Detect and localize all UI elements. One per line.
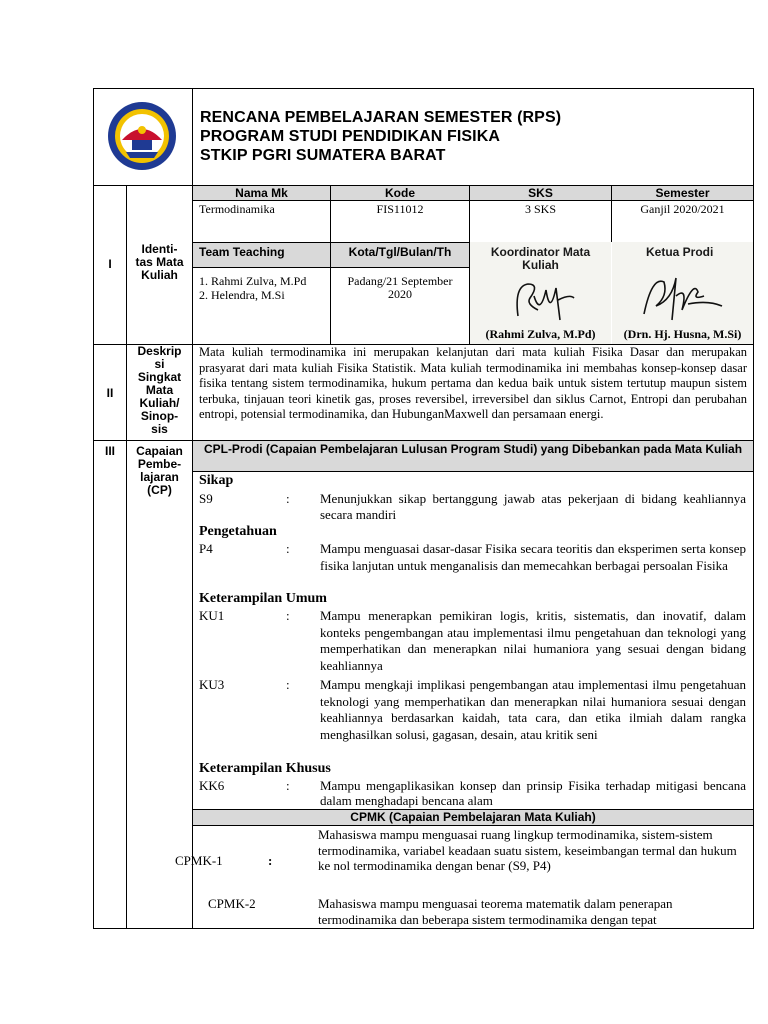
cpmk-code-1: CPMK-1 bbox=[175, 853, 223, 868]
col-header-nama-mk: Nama Mk bbox=[235, 186, 288, 200]
sec2-label: Deskrip si Singkat Mata Kuliah/ Sinop- sis bbox=[137, 344, 182, 436]
cpl-code-ku3: KU3 bbox=[199, 677, 225, 692]
value-sks: 3 SKS bbox=[524, 202, 556, 216]
col-header-kode: Kode bbox=[385, 186, 415, 200]
cpmk-text-2: Mahasiswa mampu menguasai teorema matematik dalam penerapan termodinamika dan beberapa sistem termodinamika dengan tepat bbox=[318, 896, 673, 927]
sec1-number: I bbox=[108, 257, 112, 271]
doc-title-stkip: STKIP PGRI SUMATERA BARAT bbox=[200, 147, 446, 164]
cpl-header-line bbox=[193, 471, 753, 472]
cpmk-header: CPMK (Capaian Pembelajaran Mata Kuliah) bbox=[350, 810, 596, 824]
team-teaching-header: Team Teaching bbox=[199, 245, 285, 259]
cpl-colon-kk6: : bbox=[286, 778, 290, 793]
cpl-colon-ku3: : bbox=[286, 677, 290, 692]
value-semester: Ganjil 2020/2021 bbox=[640, 202, 725, 216]
sec1-line-a bbox=[193, 200, 753, 201]
border-num-col bbox=[126, 185, 127, 929]
border-logo-col bbox=[192, 88, 193, 929]
cpl-colon-s9: : bbox=[286, 491, 290, 506]
col-header-semester: Semester bbox=[655, 186, 710, 200]
cpl-text-ku3: Mampu mengkaji implikasi pengembangan atau implementasi ilmu pengetahuan teknologi yang memperhatikan dan menerapkan nilai humaniora sesuai dengan keahliannya berdasarkan kaidah, tata cara, dan etika ilmiah dalam rangka menghasilkan solusi, gagasan, desain, atau kritik seni bbox=[320, 677, 746, 742]
value-nama-mk: Termodinamika bbox=[199, 202, 275, 216]
cpl-code-s9: S9 bbox=[199, 491, 213, 506]
sec1-line-c bbox=[193, 267, 470, 268]
koordinator-signature-box bbox=[470, 242, 611, 344]
cpmk-colon-1: : bbox=[268, 853, 273, 868]
cpl-code-p4: P4 bbox=[199, 541, 213, 556]
group-title-keterampilan-khusus: Keterampilan Khusus bbox=[199, 761, 331, 776]
team-member-1: 1. Rahmi Zulva, M.Pd bbox=[199, 274, 307, 288]
doc-title-prodi: PROGRAM STUDI PENDIDIKAN FISIKA bbox=[200, 128, 500, 145]
koordinator-header: Koordinator Mata Kuliah bbox=[490, 245, 591, 272]
college-logo bbox=[106, 100, 178, 172]
sec2-number: II bbox=[106, 386, 114, 400]
cpl-text-s9: Menunjukkan sikap bertanggung jawab atas pekerjaan di bidang keahliannya secara mandiri bbox=[320, 491, 746, 522]
ketua-signature bbox=[632, 270, 732, 324]
cpmk-header-bottom bbox=[193, 825, 753, 826]
ketua-name: (Drn. Hj. Husna, M.Si) bbox=[623, 327, 742, 341]
kota-header: Kota/Tgl/Bulan/Th bbox=[348, 245, 452, 259]
koordinator-signature bbox=[500, 276, 580, 326]
cpl-colon-p4: : bbox=[286, 541, 290, 556]
sec3-label: Capaian Pembe- lajaran (CP) bbox=[136, 444, 183, 497]
col-header-sks: SKS bbox=[528, 186, 553, 200]
value-kode: FIS11012 bbox=[376, 202, 424, 216]
team-member-2: 2. Helendra, M.Si bbox=[199, 288, 285, 302]
sec2-description: Mata kuliah termodinamika ini merupakan kelanjutan dari mata kuliah Fisika Dasar dan merupakan prasyarat dari mata kuliah Fisika Statistik. Mata kuliah termodinamika ini membahas konsep-konsep dasar fisika tentang sistem termodinamika, hukum pertama dan kedua baik untuk sistem tertutup maupun sistem terbuka, tinjauan teori kinetik gas, proses reversibel, irreversibel dan siklus Carnot, Entropi dan perubahan entropi, potensial termodinamika, dan HubunganMaxwell dan persamaan energi. bbox=[199, 345, 747, 421]
sec3-number: III bbox=[104, 444, 115, 458]
sec1-label: Identi- tas Mata Kuliah bbox=[135, 242, 184, 282]
sec1-line-b bbox=[193, 242, 470, 243]
cpl-text-p4: Mampu menguasai dasar-dasar Fisika secara teoritis dan eksperimen serta konsep fisika lanjutan untuk menganalisis dan memecahkan berbagai persoalan Fisika bbox=[320, 541, 746, 573]
group-title-keterampilan-umum: Keterampilan Umum bbox=[199, 591, 327, 606]
cpmk-code-2: CPMK-2 bbox=[208, 896, 256, 911]
kota-value: Padang/21 September 2020 bbox=[347, 274, 453, 301]
ketua-signature-box bbox=[612, 242, 753, 344]
cpl-prodi-header: CPL-Prodi (Capaian Pembelajaran Lulusan Program Studi) yang Dibebankan pada Mata Kuliah bbox=[203, 442, 743, 456]
cpl-code-kk6: KK6 bbox=[199, 778, 225, 793]
cpl-text-ku1: Mampu menerapkan pemikiran logis, kritis, sistematis, dan inovatif, dalam konteks pengembangan atau implementasi ilmu pengetahuan dan teknologi yang memperhatikan dan menerapkan nilai humaniora yang sesuai dengan bidang keahliannya bbox=[320, 608, 746, 673]
group-title-sikap: Sikap bbox=[199, 473, 234, 488]
koordinator-name: (Rahmi Zulva, M.Pd) bbox=[485, 327, 596, 341]
border-left bbox=[93, 88, 94, 929]
border-right bbox=[753, 88, 754, 929]
cpl-code-ku1: KU1 bbox=[199, 608, 225, 623]
cpl-colon-ku1: : bbox=[286, 608, 290, 623]
cpmk-text-1: Mahasiswa mampu menguasai ruang lingkup termodinamika, sistem-sistem termodinamika, variabel keadaan suatu sistem, keseimbangan termal dan hukum ke nol termodinamika dengan benar (S9, P4) bbox=[318, 827, 737, 873]
ketua-header: Ketua Prodi bbox=[646, 245, 714, 259]
doc-title-rps: RENCANA PEMBELAJARAN SEMESTER (RPS) bbox=[200, 109, 562, 126]
group-title-pengetahuan: Pengetahuan bbox=[199, 524, 277, 539]
cpl-text-kk6: Mampu mengaplikasikan konsep dan prinsip Fisika terhadap mitigasi bencana dalam menghadapi bencana alam bbox=[320, 778, 746, 808]
